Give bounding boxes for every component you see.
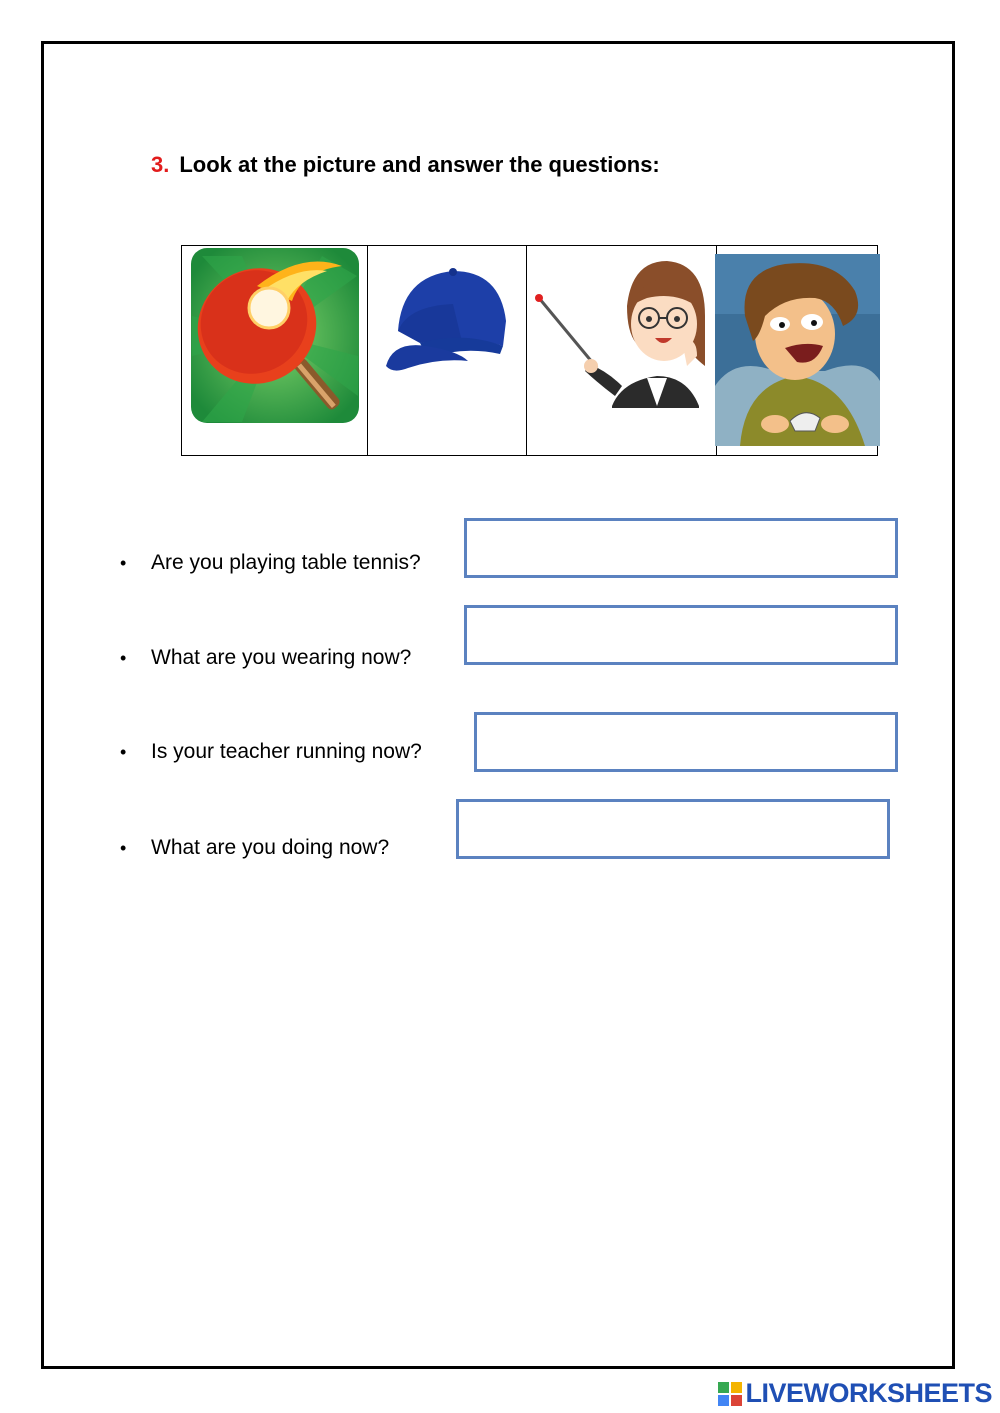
question-1	[120, 551, 421, 575]
picture-cell-table-tennis	[182, 246, 367, 455]
answer-box-3[interactable]	[474, 712, 898, 772]
liveworksheets-logo	[718, 1378, 992, 1409]
picture-cell-cap	[367, 246, 526, 455]
liveworksheets-logo-icon	[718, 1382, 742, 1406]
answer-box-1[interactable]	[464, 518, 898, 578]
bullet-icon: •	[120, 648, 127, 668]
teacher-with-pointer-icon	[527, 246, 718, 455]
exercise-heading	[151, 152, 660, 178]
question-text: What are you wearing now?	[151, 646, 412, 669]
picture-cell-teacher	[526, 246, 716, 455]
boy-playing-video-game-icon	[715, 246, 880, 455]
picture-strip	[181, 245, 878, 456]
bullet-icon: •	[120, 553, 127, 573]
question-text: Are you playing table tennis?	[151, 551, 421, 574]
question-4	[120, 836, 389, 860]
question-2	[120, 646, 411, 670]
exercise-number: 3.	[151, 152, 170, 177]
question-text: Is your teacher running now?	[151, 740, 422, 763]
exercise-instruction: Look at the picture and answer the questions:	[179, 152, 660, 177]
question-3	[120, 740, 422, 764]
picture-cell-gamer	[716, 246, 877, 455]
ping-pong-paddle-icon	[182, 246, 368, 455]
bullet-icon: •	[120, 742, 127, 762]
bullet-icon: •	[120, 838, 127, 858]
question-text: What are you doing now?	[151, 836, 390, 859]
worksheet-frame	[41, 41, 955, 1369]
baseball-cap-icon	[368, 246, 527, 455]
answer-box-2[interactable]	[464, 605, 898, 665]
answer-box-4[interactable]	[456, 799, 890, 859]
brand-name: LIVEWORKSHEETS	[745, 1378, 992, 1408]
